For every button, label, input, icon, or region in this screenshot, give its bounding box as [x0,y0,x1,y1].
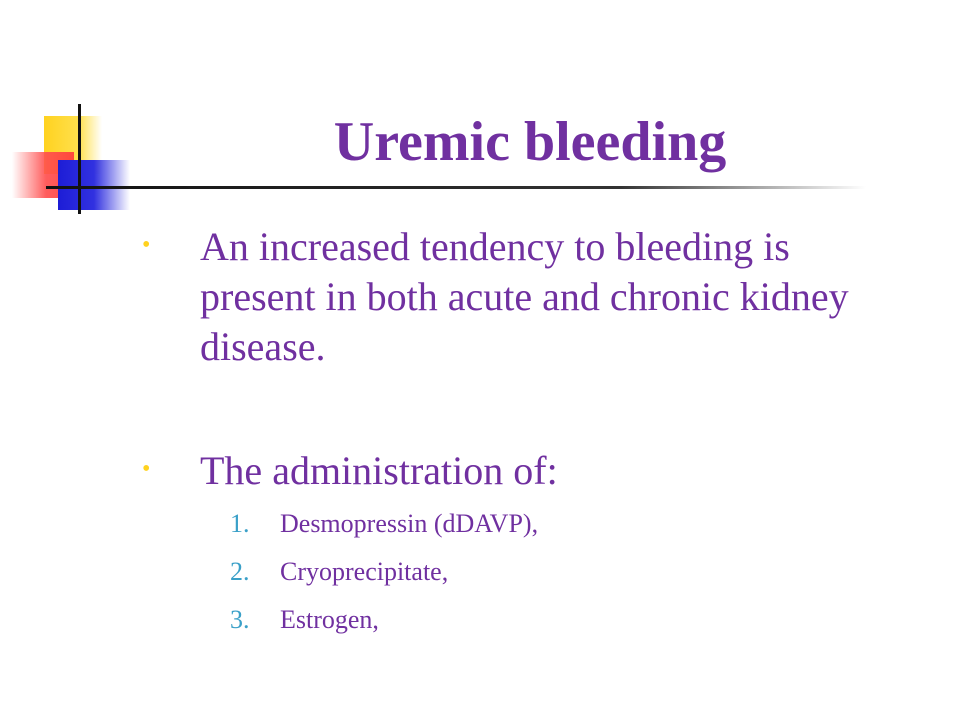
list-number: 3. [230,605,250,634]
list-item [230,554,830,602]
list-number: 1. [230,509,250,538]
vertical-rule [78,104,81,214]
slide-title: Uremic bleeding [333,111,727,173]
numbered-sublist [230,506,830,650]
title-underline-rule [46,186,866,189]
bullet-dot-icon: • [142,456,151,482]
list-item [230,602,830,650]
list-number: 2. [230,557,250,586]
list-text: Cryoprecipitate, [280,557,449,586]
bullet-text: An increased tendency to bleeding is present in both acute and chronic kidney disease. [200,224,849,369]
blue-square-decoration [58,160,130,210]
bullet-text: The administration of: [200,448,558,493]
bullet-dot-icon: • [142,232,151,258]
list-text: Desmopressin (dDAVP), [280,509,539,538]
bullet-item [142,446,900,496]
list-text: Estrogen, [280,605,379,634]
bullet-item [142,222,900,372]
list-item [230,506,830,554]
